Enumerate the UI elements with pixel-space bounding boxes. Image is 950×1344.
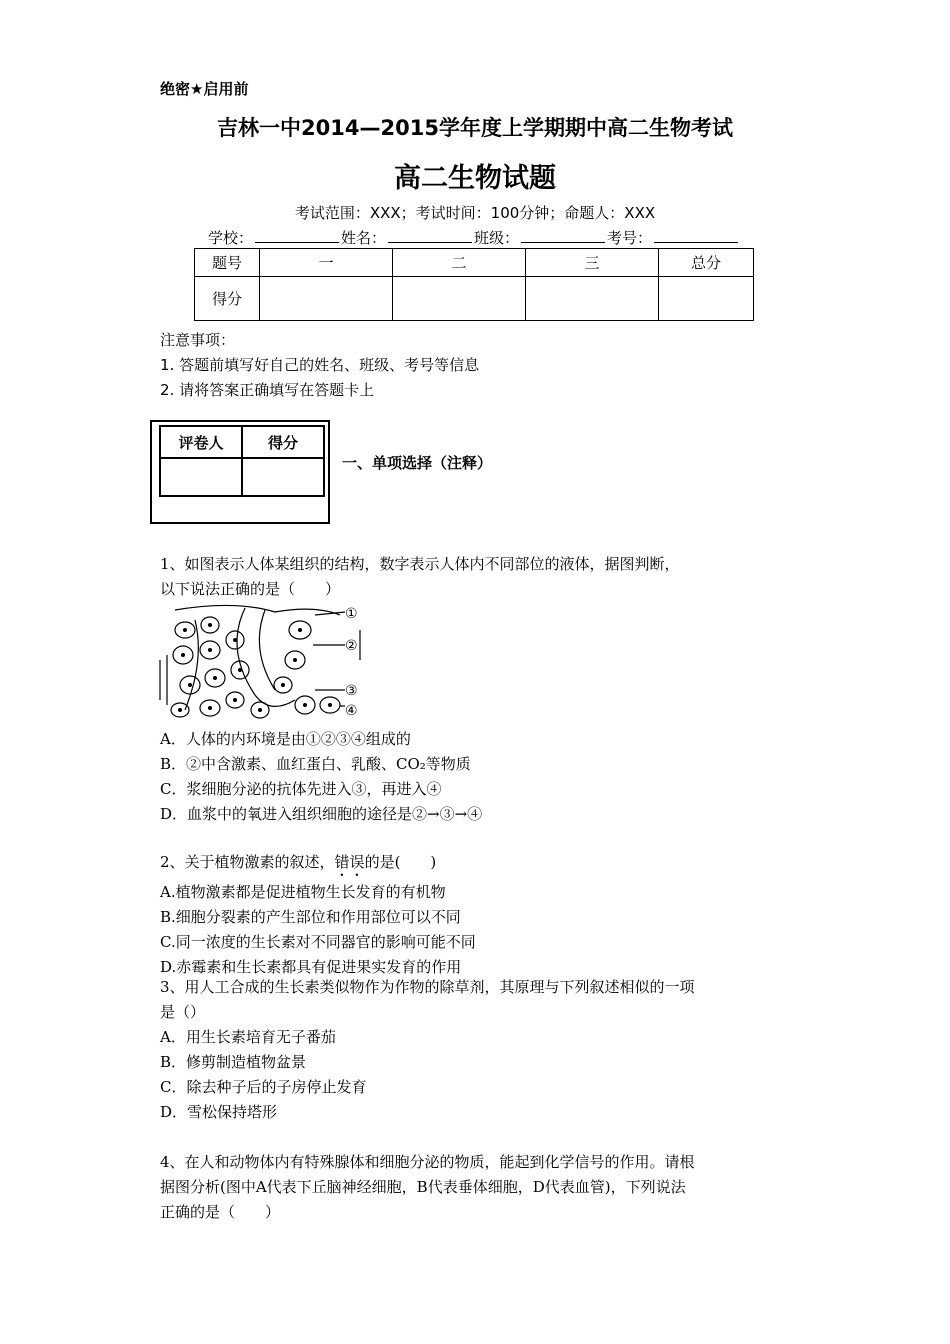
score-row-label: 得分 (195, 277, 260, 321)
option-b[interactable]: B．②中含激素、血红蛋白、乳酸、CO₂等物质 (160, 755, 471, 773)
score-header-cell: 一 (260, 249, 393, 277)
question-stem: 2、关于植物激素的叙述，错误的是( ) (160, 853, 437, 871)
id-blank[interactable] (654, 227, 738, 243)
name-label: 姓名： (341, 229, 387, 247)
grader-score-cell (242, 458, 324, 496)
score-cell (393, 277, 526, 321)
notes-item: 2. 请将答案正确填写在答题卡上 (160, 381, 375, 399)
question-stem: 以下说法正确的是（ ） (160, 580, 341, 598)
label-2: ② (345, 638, 358, 654)
question-3 (160, 975, 810, 1125)
option-c[interactable]: C．浆细胞分泌的抗体先进入③，再进入④ (160, 780, 442, 798)
score-header-cell: 题号 (195, 249, 260, 277)
grader-score-header: 得分 (242, 426, 324, 458)
grader-header: 评卷人 (160, 426, 242, 458)
question-stem: 3、用人工合成的生长素类似物作为作物的除草剂，其原理与下列叙述相似的一项 (160, 978, 695, 996)
grader-table (159, 425, 325, 497)
option-d[interactable]: D．雪松保持塔形 (160, 1103, 278, 1121)
option-a[interactable]: A.植物激素都是促进植物生长发育的有机物 (160, 883, 446, 901)
score-header-cell: 三 (526, 249, 659, 277)
tissue-diagram (155, 600, 375, 725)
exam-info: 考试范围：XXX；考试时间：100分钟；命题人：XXX (294, 204, 656, 222)
class-blank[interactable] (521, 227, 605, 243)
label-3: ③ (345, 683, 358, 699)
option-d[interactable]: D．血浆中的氧进入组织细胞的途径是②→③→④ (160, 805, 483, 823)
section-title: 一、单项选择（注释） (342, 454, 493, 472)
student-fields (208, 227, 740, 248)
label-4: ④ (345, 703, 358, 719)
score-cell (260, 277, 393, 321)
option-c[interactable]: C.同一浓度的生长素对不同器官的影响可能不同 (160, 933, 476, 951)
class-label: 班级： (474, 229, 520, 247)
label-1: ① (345, 606, 358, 622)
score-header-cell: 总分 (659, 249, 754, 277)
secret-mark: 绝密★启用前 (160, 80, 249, 98)
exam-title: 吉林一中2014—2015学年度上学期期中高二生物考试 (217, 116, 733, 140)
school-blank[interactable] (255, 227, 339, 243)
id-label: 考号： (607, 229, 653, 247)
emphasis-text: 错误 (334, 853, 365, 871)
name-blank[interactable] (388, 227, 472, 243)
question-4 (160, 1150, 810, 1225)
score-cell (659, 277, 754, 321)
school-label: 学校： (208, 229, 254, 247)
question-1 (160, 552, 810, 602)
grader-cell (160, 458, 242, 496)
option-a[interactable]: A．人体的内环境是由①②③④组成的 (160, 730, 411, 748)
question-stem: 据图分析(图中A代表下丘脑神经细胞，B代表垂体细胞，D代表血管)，下列说法 (160, 1178, 686, 1196)
question-2 (160, 850, 810, 980)
question-stem: 是（） (160, 1003, 206, 1021)
question-stem: 4、在人和动物体内有特殊腺体和细胞分泌的物质，能起到化学信号的作用。请根 (160, 1153, 695, 1171)
notes-item: 1. 答题前填写好自己的姓名、班级、考号等信息 (160, 356, 480, 374)
notes (160, 328, 479, 403)
question-stem: 1、如图表示人体某组织的结构，数字表示人体内不同部位的液体，据图判断， (160, 555, 680, 573)
paper-title: 高二生物试题 (394, 163, 556, 194)
option-d[interactable]: D.赤霉素和生长素都具有促进果实发育的作用 (160, 958, 462, 976)
option-a[interactable]: A．用生长素培育无子番茄 (160, 1028, 336, 1046)
score-header-cell: 二 (393, 249, 526, 277)
score-cell (526, 277, 659, 321)
notes-title: 注意事项： (160, 331, 236, 349)
score-table (194, 248, 754, 321)
question-1-options (160, 727, 810, 827)
option-c[interactable]: C．除去种子后的子房停止发育 (160, 1078, 367, 1096)
option-b[interactable]: B.细胞分裂素的产生部位和作用部位可以不同 (160, 908, 461, 926)
option-b[interactable]: B．修剪制造植物盆景 (160, 1053, 307, 1071)
question-stem: 正确的是（ ） (160, 1203, 281, 1221)
